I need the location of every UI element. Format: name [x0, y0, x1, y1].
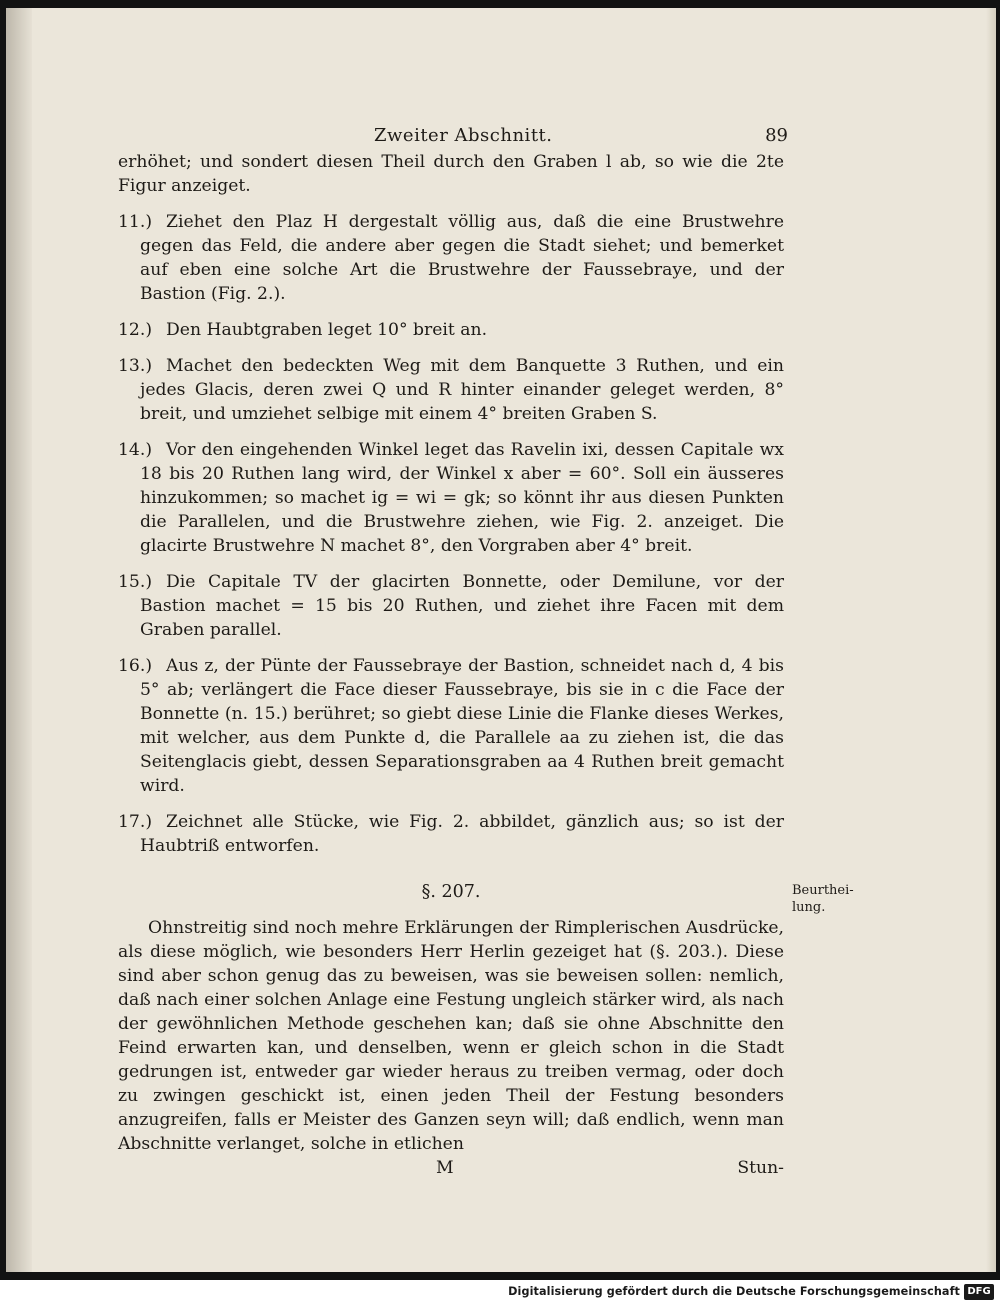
item-text: Zeichnet alle Stücke, wie Fig. 2. abbildet, gänzlich aus; so ist der Haubtriß entworfen.	[140, 812, 784, 856]
section-paragraph: Ohnstreitig sind noch mehre Erklärungen der Rimplerischen Ausdrücke, als diese möglich, wie besonders Herr Herlin gezeiget hat (§. 203.). Diese sind aber schon genug das zu beweisen, was sie beweisen sollen: nemlich, daß nach einer solchen Anlage eine Festung ungleich stärker wird, als nach der gewöhnlichen Methode geschehen kan; daß sie ohne Abschnitte den Feind erwarten kan, und denselben, wenn er gleich schon in die Stadt gedrungen ist, entweder gar wieder heraus zu treiben vermag, oder doch zu zwingen geschickt ist, einen jeden Theil der Festung besonders anzugreifen, falls er Meister des Ganzen seyn will; daß endlich, wenn man Abschnitte verlanget, solche in etlichen	[118, 918, 784, 1154]
item-text: Aus z, der Pünte der Faussebraye der Bastion, schneidet nach d, 4 bis 5° ab; verlängert die Face dieser Faussebraye, bis sie in c die Face der Bonnette (n. 15.) berühret; so giebt diese Linie die Flanke dieses Werkes, mit welcher, aus dem Punkte d, die Parallele aa zu ziehen ist, die das Seitenglacis giebt, dessen Separationsgraben aa 4 Ruthen breit gemacht wird.	[140, 656, 784, 796]
item-number: 15.)	[118, 572, 153, 592]
page-header	[118, 120, 788, 150]
signature-mark: M	[436, 1158, 454, 1178]
item-number: 14.)	[118, 440, 153, 460]
list-item-15	[118, 570, 784, 642]
item-number: 11.)	[118, 212, 153, 232]
list-item-11	[118, 210, 784, 306]
list-item-14	[118, 438, 784, 558]
item-text: Die Capitale TV der glacirten Bonnette, oder Demilune, vor der Bastion machet = 15 bis 20 Ruthen, und ziehet ihre Facen mit dem Graben parallel.	[140, 572, 784, 640]
page-foot-catchwords	[118, 1156, 784, 1180]
page-text-block	[118, 120, 788, 1180]
item-number: 13.)	[118, 356, 153, 376]
item-text: Vor den eingehenden Winkel leget das Ravelin ixi, dessen Capitale wx 18 bis 20 Ruthen lang wird, der Winkel x aber = 60°. Soll ein äusseres hinzukommen; so machet ig = wi = gk; so könnt ihr aus diesen Punkten die Parallelen, und die Brustwehre ziehen, wie Fig. 2. anzeiget. Die glacirte Brustwehre N machet 8°, den Vorgraben aber 4° breit.	[140, 440, 784, 556]
book-page	[6, 8, 996, 1272]
item-number: 16.)	[118, 656, 153, 676]
dfg-logo-icon: DFG	[964, 1284, 994, 1300]
page-number: 89	[765, 125, 788, 146]
page-spine-shadow	[6, 8, 32, 1272]
margin-note: Beurthei-lung.	[792, 883, 854, 915]
section-heading: §. 207.	[421, 882, 481, 902]
list-item-13	[118, 354, 784, 426]
item-number: 12.)	[118, 320, 153, 340]
running-title: Zweiter Abschnitt.	[374, 125, 553, 146]
continuation-paragraph: erhöhet; und sondert diesen Theil durch den Graben l ab, so wie die 2te Figur anzeiget.	[118, 152, 784, 196]
list-item-12	[118, 318, 784, 342]
footer-credit: Digitalisierung gefördert durch die Deutsche Forschungsgemeinschaft	[508, 1285, 960, 1298]
item-text: Den Haubtgraben leget 10° breit an.	[166, 320, 488, 340]
item-text: Machet den bedeckten Weg mit dem Banquette 3 Ruthen, und ein jedes Glacis, deren zwei Q und R hinter einander geleget werden, 8° breit, und umziehet selbige mit einem 4° breiten Graben S.	[140, 356, 784, 424]
catchword: Stun-	[737, 1158, 784, 1178]
footer-bar	[0, 1280, 1000, 1306]
list-item-17	[118, 810, 784, 858]
page-fore-edge	[986, 8, 996, 1272]
item-text: Ziehet den Plaz H dergestalt völlig aus, daß die eine Brustwehre gegen das Feld, die andere aber gegen die Stadt siehet; und bemerket auf eben eine solche Art die Brustwehre der Faussebraye, und der Bastion (Fig. 2.).	[140, 212, 784, 304]
list-item-16	[118, 654, 784, 798]
item-number: 17.)	[118, 812, 153, 832]
